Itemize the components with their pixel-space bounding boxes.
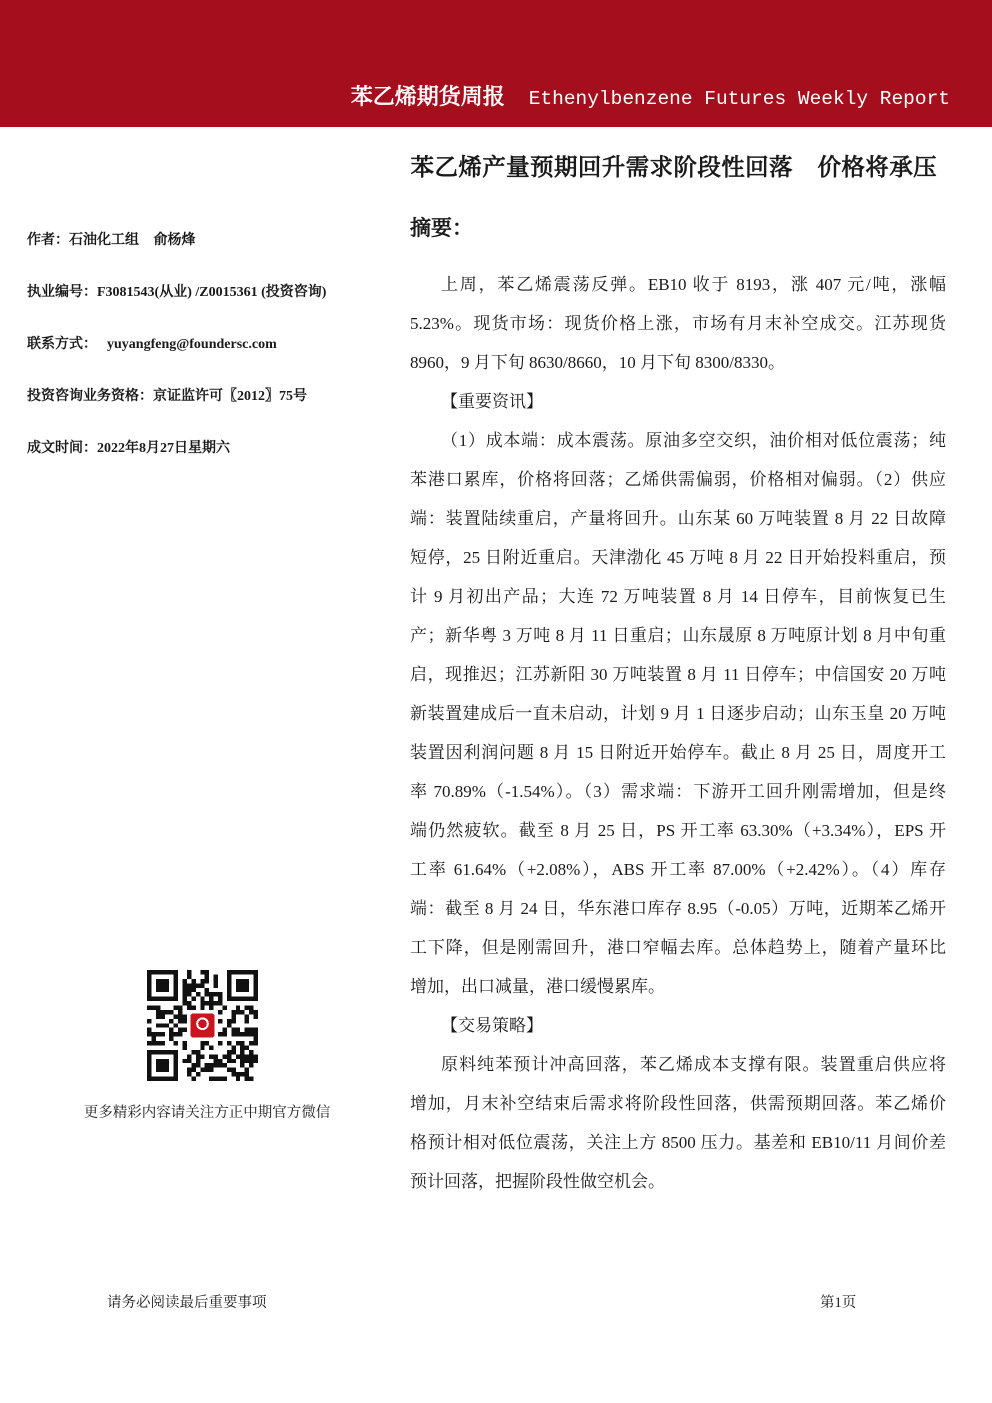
- paragraph-line: 5.23%。现货市场：现货价格上涨，市场有月末补空成交。江苏现货: [410, 314, 946, 333]
- page-number: 第1页: [820, 1295, 857, 1311]
- paragraph-line: 端：截至 8 月 24 日，华东港口库存 8.95（-0.05）万吨，近期苯乙烯开: [410, 899, 946, 918]
- qualification-row: [27, 371, 326, 423]
- trading-strategy-heading: [410, 1006, 946, 1045]
- paragraph-line: 【重要资讯】: [441, 392, 543, 411]
- contact-row: [27, 319, 326, 371]
- paragraph-line: 装置因利润问题 8 月 15 日附近开始停车。截止 8 月 25 日，周度开工: [410, 743, 946, 762]
- paragraph-line: 原料纯苯预计冲高回落，苯乙烯成本支撑有限。装置重启供应将: [441, 1055, 946, 1074]
- series-title-english: Ethenylbenzene Futures Weekly Report: [528, 88, 950, 110]
- date-label: 成文时间：: [27, 441, 97, 456]
- report-title: 苯乙烯产量预期回升需求阶段性回落 价格将承压: [410, 155, 937, 181]
- contact-email: yuyangfeng@foundersc.com: [107, 337, 277, 352]
- date-row: [27, 423, 326, 475]
- qualification-value: 京证监许可〖2012〗75号: [153, 389, 307, 404]
- market-review-paragraph: [410, 265, 946, 382]
- paragraph-line: 端仍然疲软。截至 8 月 25 日，PS 开工率 63.30%（+3.34%），EPS 开: [410, 821, 946, 840]
- important-news-heading: [410, 382, 946, 421]
- paragraph-line: 增加，月末补空结束后需求将阶段性回落，供需预期回落。苯乙烯价: [410, 1094, 946, 1113]
- header-band: [0, 0, 992, 127]
- license-number-value: F3081543(从业) /Z0015361 (投资咨询): [97, 285, 327, 300]
- qr-caption: 更多精彩内容请关注方正中期官方微信: [83, 1105, 331, 1121]
- paragraph-line: 预计回落，把握阶段性做空机会。: [410, 1172, 665, 1191]
- brand-logo-icon: [191, 1014, 215, 1038]
- paragraph-line: 启，现推迟；江苏新阳 30 万吨装置 8 月 11 日停车；中信国安 20 万吨: [410, 665, 946, 684]
- trading-strategy-paragraph: [410, 1045, 946, 1201]
- license-number-row: [27, 267, 326, 319]
- author-info: [27, 215, 326, 475]
- report-series-title: [351, 82, 950, 116]
- paragraph-line: 上周，苯乙烯震荡反弹。EB10 收于 8193，涨 407 元/吨，涨幅: [441, 275, 946, 294]
- paragraph-line: 率 70.89%（-1.54%）。（3）需求端：下游开工回升刚需增加，但是终: [410, 782, 946, 801]
- author-value: 石油化工组 俞杨烽: [69, 233, 196, 248]
- paragraph-line: 格预计相对低位震荡，关注上方 8500 压力。基差和 EB10/11 月间价差: [410, 1133, 946, 1152]
- paragraph-line: 产；新华粤 3 万吨 8 月 11 日重启；山东晟原 8 万吨原计划 8 月中旬重: [410, 626, 946, 645]
- paragraph-line: 新装置建成后一直未启动，计划 9 月 1 日逐步启动；山东玉皇 20 万吨: [410, 704, 946, 723]
- paragraph-line: 【交易策略】: [441, 1016, 543, 1035]
- paragraph-line: 计 9 月初出产品；大连 72 万吨装置 8 月 14 日停车，目前恢复已生: [410, 587, 946, 606]
- important-news-paragraph: [410, 421, 946, 1006]
- paragraph-line: 工下降，但是刚需回升，港口窄幅去库。总体趋势上，随着产量环比: [410, 938, 946, 957]
- paragraph-line: （1）成本端：成本震荡。原油多空交织，油价相对低位震荡；纯: [441, 431, 946, 450]
- contact-label: 联系方式：: [27, 337, 97, 352]
- date-value: 2022年8月27日星期六: [97, 441, 230, 456]
- series-title-chinese: 苯乙烯期货周报: [350, 85, 505, 110]
- author-row: [27, 215, 326, 267]
- author-label: 作者：: [27, 233, 69, 248]
- paragraph-line: 端：装置陆续重启，产量将回升。山东某 60 万吨装置 8 月 22 日故障: [410, 509, 946, 528]
- paragraph-line: 工率 61.64%（+2.08%），ABS 开工率 87.00%（+2.42%）。（4）库存: [410, 860, 946, 879]
- paragraph-line: 8960，9 月下旬 8630/8660，10 月下旬 8300/8330。: [410, 353, 785, 372]
- license-number-label: 执业编号：: [27, 285, 97, 300]
- paragraph-line: 苯港口累库，价格将回落；乙烯供需偏弱，价格相对偏弱。（2）供应: [410, 470, 946, 489]
- footer-notice: 请务必阅读最后重要事项: [107, 1295, 267, 1311]
- paragraph-line: 短停，25 日附近重启。天津渤化 45 万吨 8 月 22 日开始投料重启，预: [410, 548, 946, 567]
- abstract-heading: 摘要：: [410, 216, 473, 240]
- abstract-body: [410, 265, 946, 1201]
- paragraph-line: 增加，出口减量，港口缓慢累库。: [410, 977, 665, 996]
- qualification-label: 投资咨询业务资格：: [27, 389, 153, 404]
- qr-code: [147, 970, 258, 1081]
